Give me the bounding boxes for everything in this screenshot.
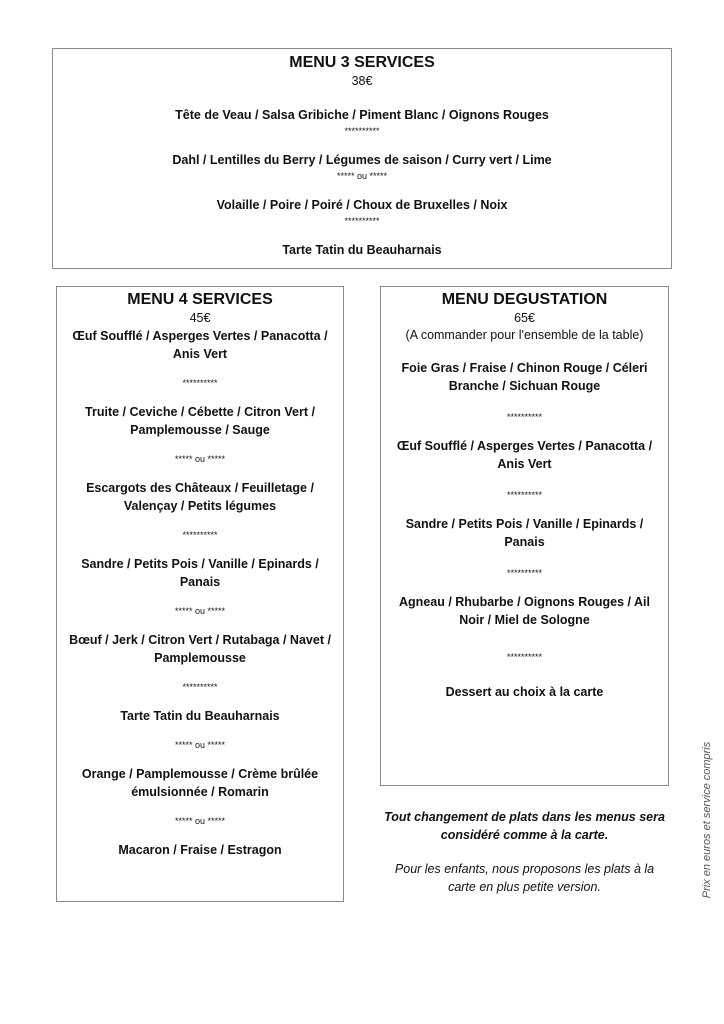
menu-4-dish: Macaron / Fraise / Estragon [118,843,282,857]
menu-degustation-dish: Agneau / Rhubarbe / Oignons Rouges / Ail Noir / Miel de Sologne [399,595,650,627]
menu-4-dish: Œuf Soufflé / Asperges Vertes / Panacotta / Anis Vert [72,329,328,361]
menu-degustation-price: 65€ [514,311,535,325]
menu-4-dish: Tarte Tatin du Beauharnais [120,709,280,723]
menu-degustation-dish: Dessert au choix à la carte [445,685,604,699]
menu-3-separator: ***** ou ***** [336,171,388,181]
menu-3-services-box [52,48,672,269]
menu-degustation-dish: Foie Gras / Fraise / Chinon Rouge / Céleri Branche / Sichuan Rouge [401,361,648,393]
menu-4-separator: ***** ou ***** [174,454,226,464]
menu-degustation-dish: Œuf Soufflé / Asperges Vertes / Panacotta / Anis Vert [396,439,653,471]
menu-3-title: MENU 3 SERVICES [289,54,435,71]
menu-4-dish: Orange / Pamplemousse / Crème brûlée émulsionnée / Romarin [81,767,319,799]
menu-3-dish: Dahl / Lentilles du Berry / Légumes de saison / Curry vert / Lime [172,153,552,167]
change-note: Tout changement de plats dans les menus sera considéré comme à la carte. [384,810,665,842]
menu-degustation-separator: ********** [506,490,543,500]
menu-3-dish: Tête de Veau / Salsa Gribiche / Piment Blanc / Oignons Rouges [175,108,549,122]
menu-4-dish: Truite / Ceviche / Cébette / Citron Vert / Pamplemousse / Sauge [85,405,315,437]
menu-degustation-note: (A commander pour l'ensemble de la table) [405,328,644,342]
menu-degustation-box [380,286,669,786]
menu-3-dish: Volaille / Poire / Poiré / Choux de Bruxelles / Noix [216,198,508,212]
menu-4-dish: Sandre / Petits Pois / Vanille / Epinards / Panais [81,557,319,589]
menu-degustation-separator: ********** [506,652,543,662]
menu-degustation-separator: ********** [506,568,543,578]
menu-3-price: 38€ [351,74,373,88]
menu-4-separator: ***** ou ***** [174,740,226,750]
menu-degustation-separator: ********** [506,412,543,422]
menu-notes [380,808,669,896]
menu-3-separator: ********** [344,216,380,226]
menu-4-separator: ********** [182,682,218,692]
menu-degustation-title: MENU DEGUSTATION [441,291,608,308]
menu-4-dish: Escargots des Châteaux / Feuilletage / Valençay / Petits légumes [86,481,314,513]
price-side-note: Prix en euros et service compris [701,741,713,899]
menu-3-separator: ********** [344,126,380,136]
menu-4-separator: ***** ou ***** [174,606,226,616]
menu-degustation-dish: Sandre / Petits Pois / Vanille / Epinards / Panais [405,517,644,549]
menu-4-title: MENU 4 SERVICES [127,291,273,308]
menu-4-separator: ********** [182,530,218,540]
children-note: Pour les enfants, nous proposons les plats à la carte en plus petite version. [394,862,655,894]
menu-4-price: 45€ [189,311,211,325]
menu-4-services-box [56,286,344,902]
menu-4-dish: Bœuf / Jerk / Citron Vert / Rutabaga / Navet / Pamplemousse [69,633,331,665]
menu-4-separator: ***** ou ***** [174,816,226,826]
menu-4-separator: ********** [182,378,218,388]
menu-3-dish: Tarte Tatin du Beauharnais [282,243,442,257]
